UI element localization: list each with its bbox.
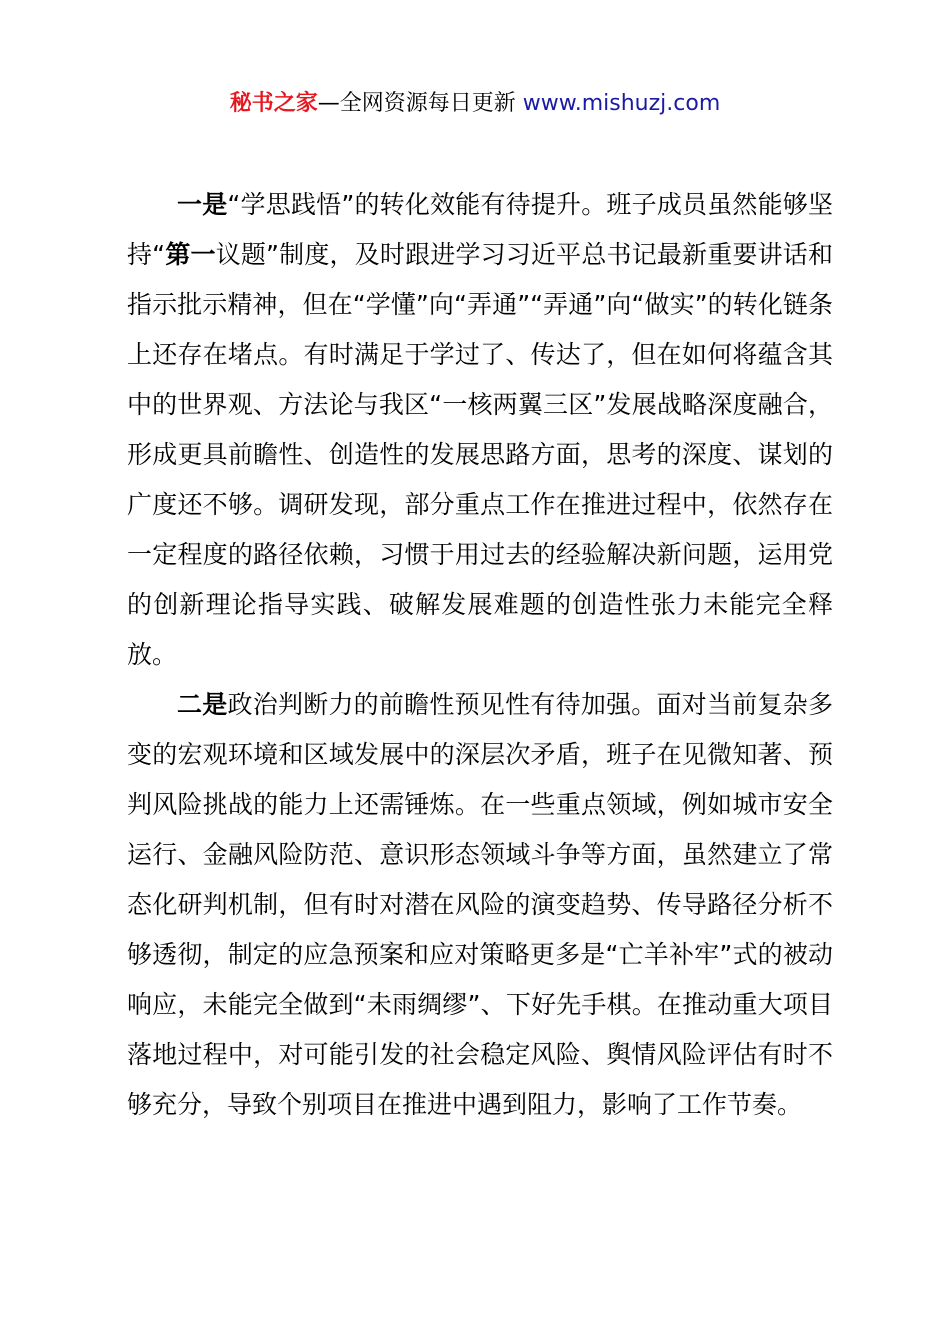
site-tagline: —全网资源每日更新 — [317, 91, 523, 116]
paragraph-1 — [127, 180, 833, 680]
page-header — [0, 86, 950, 122]
paragraph-1-text-a: “学思践悟”的转化效能有待提升。班子成员虽然能够坚持“ — [127, 190, 833, 269]
paragraph-2-lead: 二是 — [177, 690, 228, 719]
paragraph-1-emphasis: 第一 — [165, 240, 216, 269]
site-url-link[interactable]: www.mishuzj.com — [522, 91, 721, 116]
site-brand: 秘书之家 — [229, 91, 318, 116]
paragraph-2-text: 政治判断力的前瞻性预见性有待加强。面对当前复杂多变的宏观环境和区域发展中的深层次矛盾，班子在见微知著、预判风险挑战的能力上还需锤炼。在一些重点领域，例如城市安全运行、金融风险防范、意识形态领域斗争等方面，虽然建立了常态化研判机制，但有时对潜在风险的演变趋势、传导路径分析不够透彻，制定的应急预案和应对策略更多是“亡羊补牢”式的被动响应，未能完全做到“未雨绸缪”、下好先手棋。在推动重大项目落地过程中，对可能引发的社会稳定风险、舆情风险评估有时不够充分，导致个别项目在推进中遇到阻力，影响了工作节奏。 — [127, 690, 833, 1119]
paragraph-2 — [127, 680, 833, 1130]
paragraph-1-text-b: 议题”制度，及时跟进学习习近平总书记最新重要讲话和指示批示精神，但在“学懂”向“弄通”“弄通”向“做实”的转化链条上还存在堵点。有时满足于学过了、传达了，但在如何将蕴含其中的世界观、方法论与我区“一核两翼三区”发展战略深度融合，形成更具前瞻性、创造性的发展思路方面，思考的深度、谋划的广度还不够。调研发现，部分重点工作在推进过程中，依然存在一定程度的路径依赖，习惯于用过去的经验解决新问题，运用党的创新理论指导实践、破解发展难题的创造性张力未能完全释放。 — [127, 240, 833, 669]
paragraph-1-lead: 一是 — [177, 190, 228, 219]
document-body — [127, 180, 833, 1130]
